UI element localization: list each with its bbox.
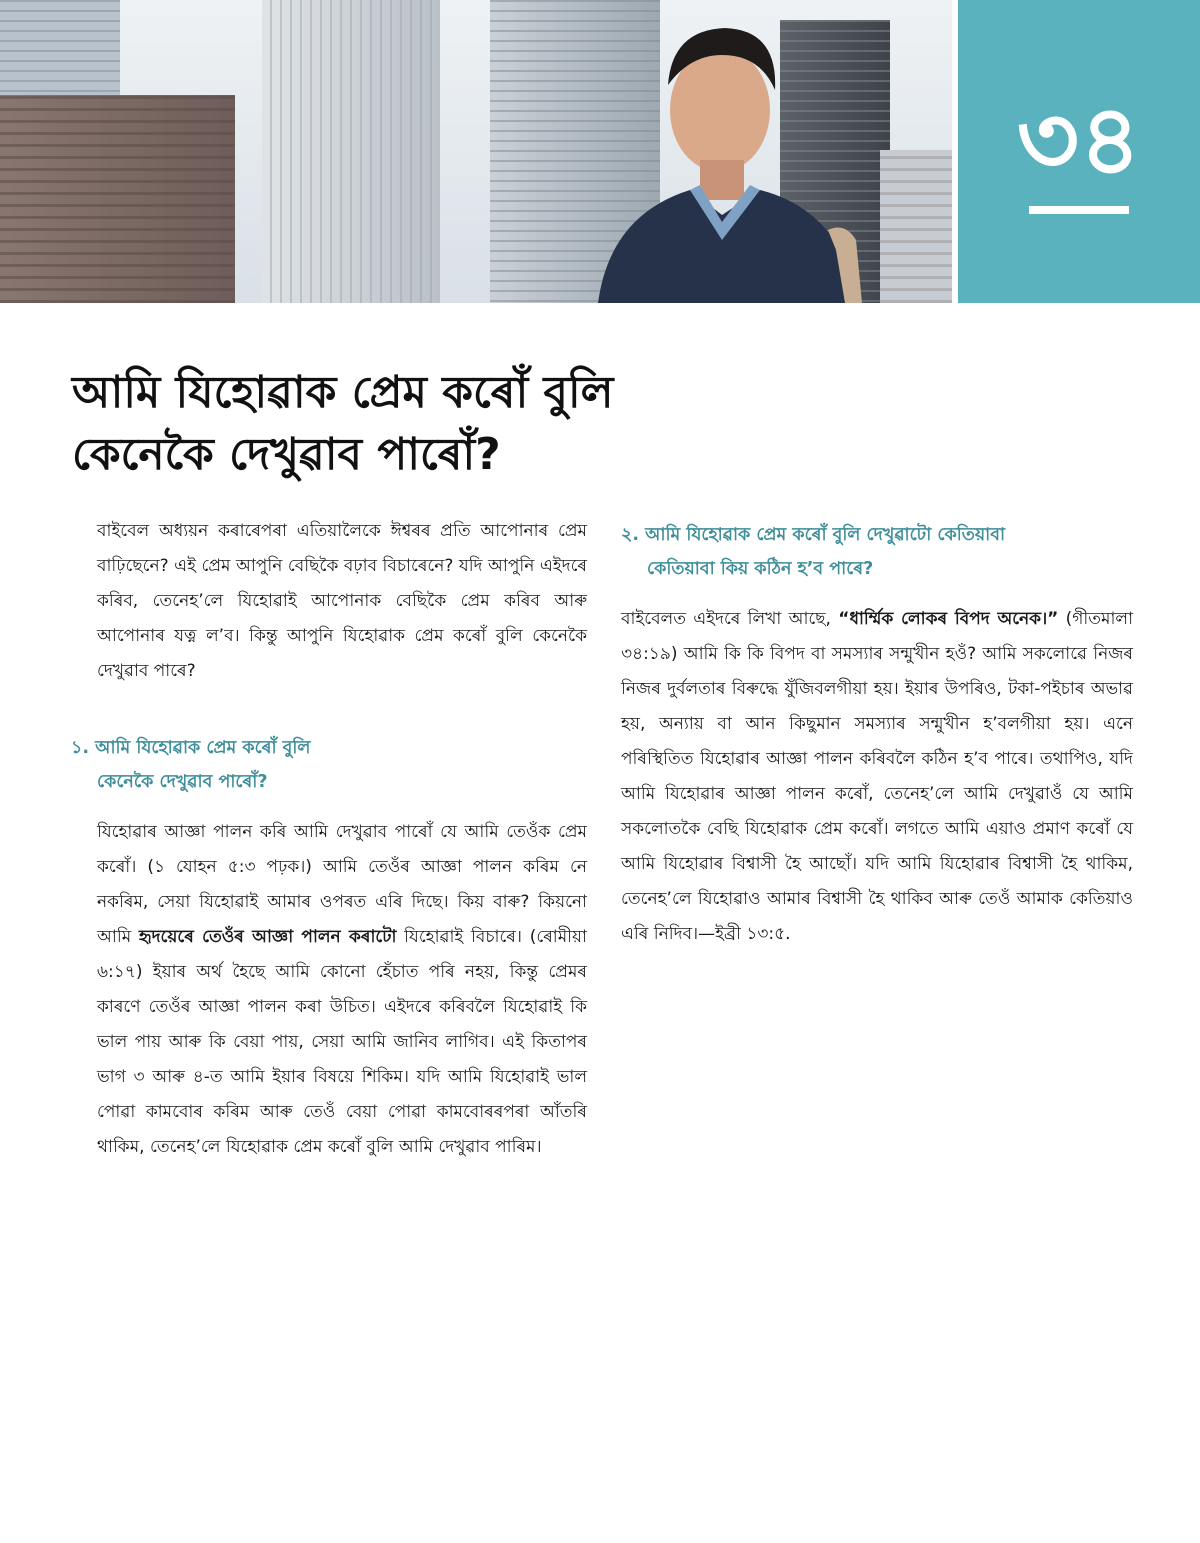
answer-1-text-a: যিহোৱাৰ আজ্ঞা পালন কৰি আমি দেখুৱাব পাৰোঁ যে আমি তেওঁক প্ৰেম কৰোঁ। (১ যোহন ৫:৩ পঢ়ক।) আমি তেওঁৰ আজ্ঞা পালন কৰিম নে নকৰিম, সেয়া যিহোৱাই আমাৰ ওপৰত এৰি দিছে। কিয় বাৰু? কিয়নো আমি: [97, 822, 587, 947]
hero-photo: [0, 0, 952, 303]
lesson-number: ৩৪: [1016, 84, 1142, 196]
answer-1-paragraph: [97, 815, 587, 1165]
answer-1-text-b: যিহোৱাই বিচাৰে। (ৰোমীয়া ৬:১৭) ইয়াৰ অৰ্থ হৈছে আমি কোনো হেঁচাত পৰি নহয়, কিন্তু প্ৰেমৰ কাৰণে তেওঁৰ আজ্ঞা পালন কৰা উচিত। এইদৰে কৰিবলৈ যিহোৱাই কি ভাল পায় আৰু কি বেয়া পায়, সেয়া আমি জানিব লাগিব। এই কিতাপৰ ভাগ ৩ আৰু ৪-ত আমি ইয়াৰ বিষয়ে শিকিম। যদি আমি যিহোৱাই ভাল পোৱা কামবোৰ কৰিম আৰু তেওঁ বেয়া পোৱা কামবোৰৰপৰা আঁতৰি থাকিম, তেনেহ’লে যিহোৱাক প্ৰেম কৰোঁ বুলি আমি দেখুৱাব পাৰিম।: [97, 927, 587, 1157]
intro-paragraph: বাইবেল অধ্যয়ন কৰাৰেপৰা এতিয়ালৈকে ঈশ্বৰৰ প্ৰতি আপোনাৰ প্ৰেম বাঢ়িছেনে? এই প্ৰেম আপুনি বেছিকৈ বঢ়াব বিচাৰেনে? যদি আপুনি এইদৰে কৰিব, তেনেহ’লে যিহোৱাই আপোনাক বেছিকৈ প্ৰেম কৰিব আৰু আপোনাৰ যত্ন ল’ব। কিন্তু আপুনি যিহোৱাক প্ৰেম কৰোঁ বুলি কেনেকৈ দেখুৱাব পাৰে?: [97, 521, 587, 681]
lesson-number-underline: [1029, 206, 1129, 214]
page-title: [72, 362, 832, 486]
answer-1-bold-text: হৃদয়েৰে তেওঁৰ আজ্ঞা পালন কৰাটো: [138, 927, 397, 947]
answer-2-bold-text: “ধাৰ্ম্মিক লোকৰ বিপদ অনেক।”: [838, 609, 1059, 629]
lesson-number-box: [958, 0, 1200, 303]
answer-2-paragraph: [621, 602, 1133, 952]
left-column: [71, 514, 587, 1165]
page-title-line-1: আমি যিহোৱাক প্ৰেম কৰোঁ বুলি: [72, 367, 614, 418]
question-1-line-1: ১. আমি যিহোৱাক প্ৰেম কৰোঁ বুলি: [71, 738, 311, 758]
answer-2-text-a: বাইবেলত এইদৰে লিখা আছে,: [621, 609, 839, 629]
question-2-heading: [621, 518, 1133, 586]
right-column: [621, 518, 1133, 952]
question-2-line-2: কেতিয়াবা কিয় কঠিন হ’ব পাৰে?: [647, 559, 874, 579]
question-2-line-1: ২. আমি যিহোৱাক প্ৰেম কৰোঁ বুলি দেখুৱাটো কেতিয়াবা: [621, 525, 1006, 545]
answer-2-text-b: (গীতমালা ৩৪:১৯) আমি কি কি বিপদ বা সমস্যাৰ সন্মুখীন হওঁ? আমি সকলোৱে নিজৰ নিজৰ দুৰ্বলতাৰ বিৰুদ্ধে যুঁজিবলগীয়া হয়। ইয়াৰ উপৰিও, টকা-পইচাৰ অভাৱ হয়, অন্যায় বা আন কিছুমান সমস্যাৰ সন্মুখীন হ’বলগীয়া হয়। এনে পৰিস্থিতিত যিহোৱাৰ আজ্ঞা পালন কৰিবলৈ কঠিন হ’ব পাৰে। তথাপিও, যদি আমি যিহোৱাৰ আজ্ঞা পালন কৰোঁ, তেনেহ’লে আমি দেখুৱাওঁ যে আমি সকলোতকৈ বেছি যিহোৱাক প্ৰেম কৰোঁ। লগতে আমি এয়াও প্ৰমাণ কৰোঁ যে আমি যিহোৱাৰ বিশ্বাসী হৈ আছোঁ। যদি আমি যিহোৱাৰ বিশ্বাসী হৈ থাকিম, তেনেহ’লে যিহোৱাও আমাৰ বিশ্বাসী হৈ থাকিব আৰু তেওঁ আমাক কেতিয়াও এৰি নিদিব।—ইব্ৰী ১৩:৫.: [621, 609, 1134, 944]
question-1-line-2: কেনেকৈ দেখুৱাব পাৰোঁ?: [97, 772, 268, 792]
page-title-line-2: কেনেকৈ দেখুৱাব পাৰোঁ?: [72, 429, 501, 480]
question-1-heading: [71, 731, 587, 799]
